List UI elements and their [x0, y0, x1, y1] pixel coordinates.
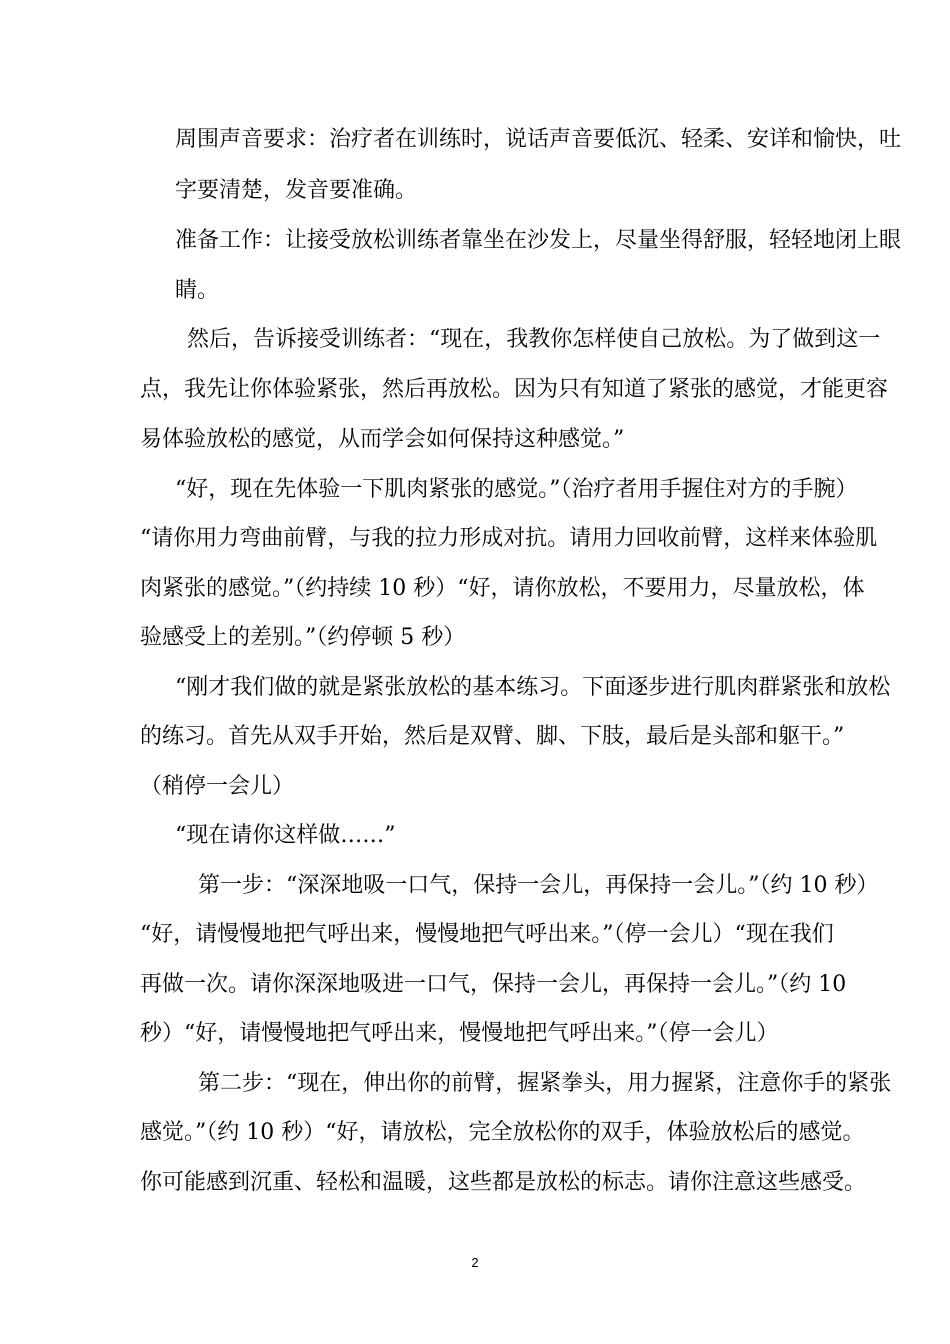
text-line: 字要清楚，发音要准确。 — [175, 178, 418, 203]
text-line: （稍停一会儿） — [140, 774, 295, 799]
text-line: 验感受上的差别。”（约停顿 5 秒） — [140, 625, 466, 650]
text-line: 的练习。首先从双手开始，然后是双臂、脚、下肢，最后是头部和躯干。” — [140, 724, 845, 749]
text-line: 肉紧张的感觉。”（约持续 10 秒）“好，请你放松，不要用力，尽量放松，体 — [140, 576, 865, 601]
text-line: 准备工作：让接受放松训练者靠坐在沙发上，尽量坐得舒服，轻轻地闭上眼 — [175, 228, 902, 253]
text-line: 感觉。”（约 10 秒）“好，请放松，完全放松你的双手，体验放松后的感觉。 — [140, 1120, 865, 1145]
text-line: 周围声音要求：治疗者在训练时，说话声音要低沉、轻柔、安详和愉快，吐 — [175, 127, 902, 152]
text-line: “现在请你这样做……” — [175, 823, 396, 848]
text-line: 秒）“好，请慢慢地把气呼出来，慢慢地把气呼出来。”（停一会儿） — [140, 1021, 779, 1046]
text-line: “请你用力弯曲前臂，与我的拉力形成对抗。请用力回收前臂，这样来体验肌 — [140, 526, 878, 551]
text-line: 第二步：“现在，伸出你的前臂，握紧拳头，用力握紧，注意你手的紧张 — [198, 1071, 892, 1096]
text-line: 易体验放松的感觉，从而学会如何保持这种感觉。” — [140, 427, 625, 452]
text-line: “刚才我们做的就是紧张放松的基本练习。下面逐步进行肌肉群紧张和放松 — [175, 675, 891, 700]
text-line: 睛。 — [175, 278, 220, 303]
text-line: “好，现在先体验一下肌肉紧张的感觉。”（治疗者用手握住对方的手腕） — [175, 477, 858, 502]
text-line: 你可能感到沉重、轻松和温暖，这些都是放松的标志。请你注意这些感受。 — [140, 1170, 867, 1195]
text-line: 再做一次。请你深深地吸进一口气，保持一会儿，再保持一会儿。”（约 10 — [140, 972, 847, 997]
text-line: “好，请慢慢地把气呼出来，慢慢地把气呼出来。”（停一会儿）“现在我们 — [140, 922, 834, 947]
text-line: 第一步：“深深地吸一口气，保持一会儿，再保持一会儿。”（约 10 秒） — [198, 873, 879, 898]
text-line: 然后，告诉接受训练者：“现在，我教你怎样使自己放松。为了做到这一 — [187, 327, 881, 352]
page-number: 2 — [471, 1255, 479, 1270]
text-line: 点，我先让你体验紧张，然后再放松。因为只有知道了紧张的感觉，才能更容 — [140, 377, 889, 402]
